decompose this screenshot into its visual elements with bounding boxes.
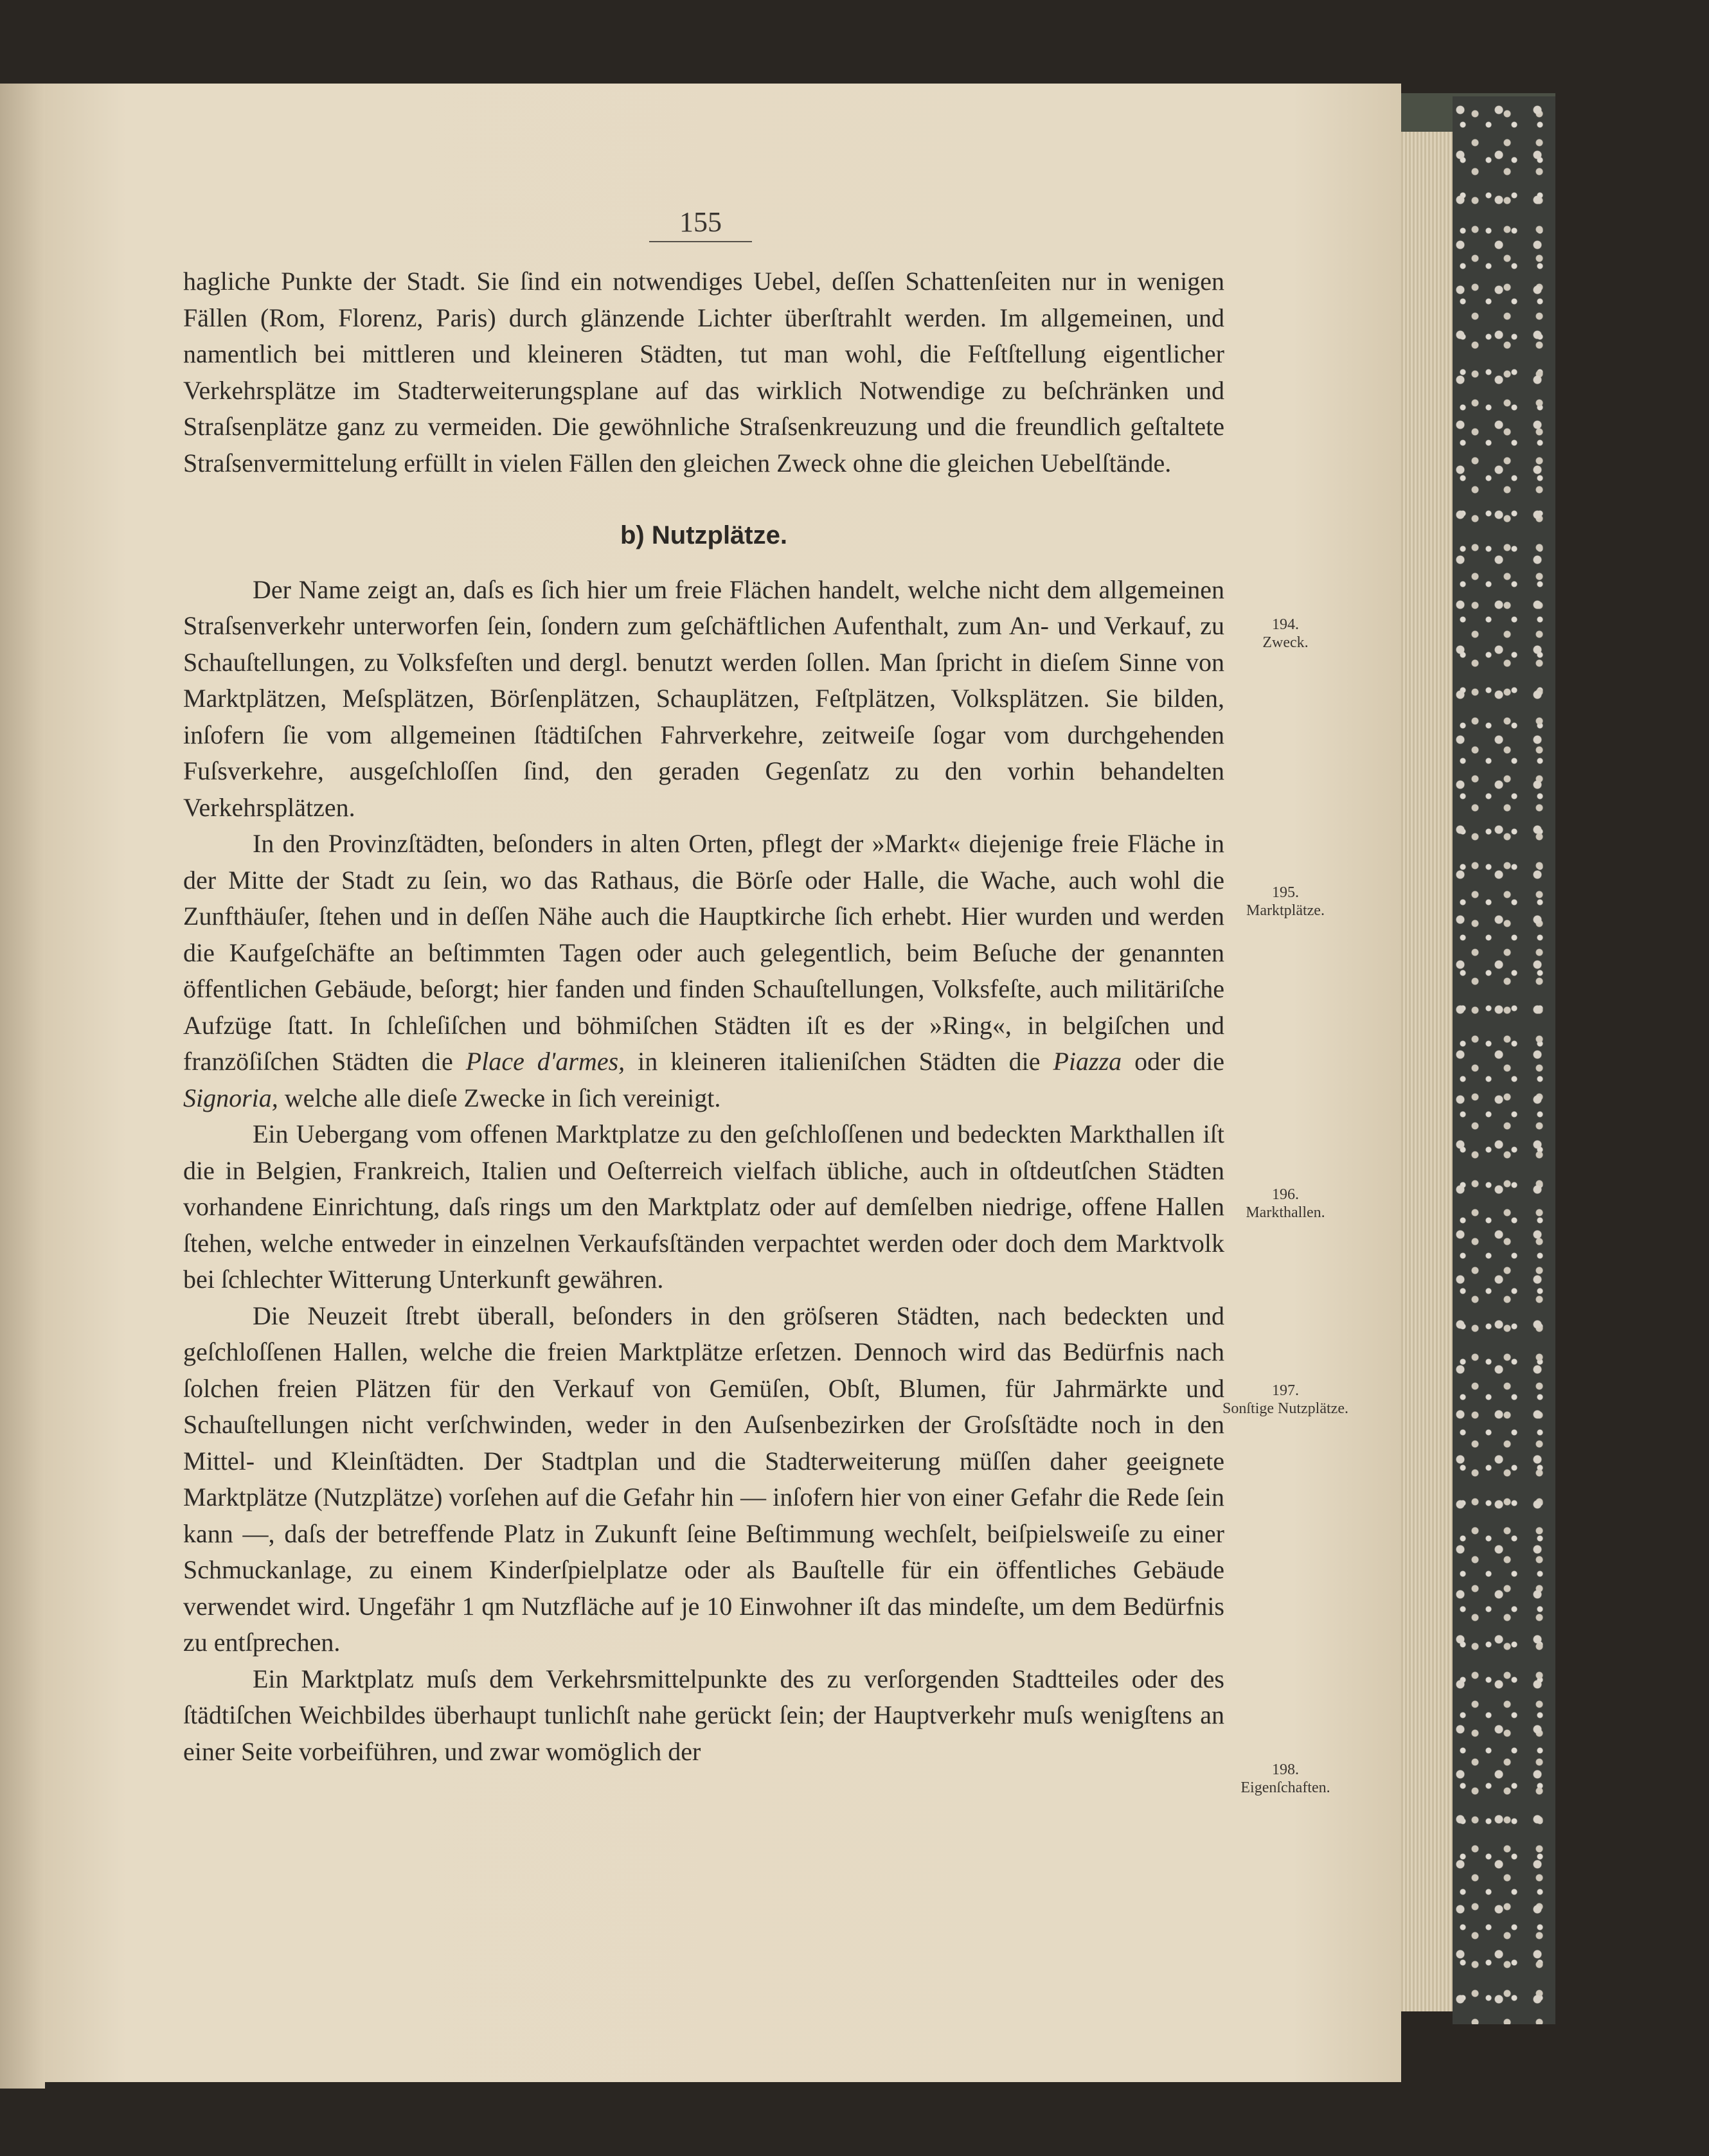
page-block-edges: [1401, 116, 1453, 2011]
paragraph-195-text-4: welche alle dieſe Zwecke in ſich vereinigt.: [284, 1083, 721, 1112]
margin-note-label: Marktplätze.: [1246, 902, 1325, 919]
marbled-book-cover: [1453, 96, 1555, 2024]
page-body: [183, 263, 1224, 1770]
previous-page-edge: [0, 84, 45, 2089]
section-heading: b) Nutzplätze.: [620, 521, 787, 549]
margin-note-number: 197.: [1272, 1382, 1299, 1399]
margin-note-194: [1208, 616, 1363, 652]
margin-note-label: Sonſtige Nutzplätze.: [1222, 1400, 1348, 1417]
margin-note-number: 194.: [1272, 616, 1299, 633]
margin-note-number: 196.: [1272, 1186, 1299, 1203]
page-number-rule: [649, 241, 752, 242]
margin-note-label: Markthallen.: [1246, 1204, 1325, 1221]
paragraph-195-italic-1: Place d'armes,: [465, 1047, 625, 1076]
paragraph-198: Ein Marktplatz muſs dem Verkehrsmittelpunkte des zu verſorgenden Stadtteiles oder des ſtädtiſchen Weichbildes überhaupt tunlichſt nahe gerückt ſein; der Hauptverkehr muſs wenigſtens an einer Seite vorbeiführen, und zwar womöglich der: [183, 1664, 1224, 1766]
paragraph-197: Die Neuzeit ſtrebt überall, beſonders in den gröſseren Städten, nach bedeckten und geſchloſſenen Hallen, welche die freien Marktplätze erſetzen. Dennoch wird das Bedürfnis nach ſolchen freien Plätzen für den Verkauf von Gemüſen, Obſt, Blumen, für Jahrmärkte und Schauſtellungen nicht verſchwinden, weder in den Auſsenbezirken der Groſsſtädte noch in den Mittel- und Kleinſtädten. Der Stadtplan und die Stadterweiterung müſſen daher geeignete Marktplätze (Nutzplätze) vorſehen auf die Gefahr hin — inſofern hier von einer Gefahr die Rede ſein kann —, daſs der betreffende Platz in Zukunft ſeine Beſtimmung wechſelt, beiſpielsweiſe zu einer Schmuckanlage, zu einem Kinderſpielplatze oder als Bauſtelle für ein öffentliches Gebäude verwendet wird. Ungefähr 1 qm Nutzfläche auf je 10 Einwohner iſt das mindeſte, um dem Bedürfnis zu entſprechen.: [183, 1301, 1224, 1657]
margin-note-number: 198.: [1272, 1761, 1299, 1778]
paragraph-194: Der Name zeigt an, daſs es ſich hier um freie Flächen handelt, welche nicht dem allgemeinen Straſsenverkehr unterworfen ſein, ſondern zum geſchäftlichen Aufenthalt, zum An- und Verkauf, zu Schauſtellungen, zu Volksfeſten und dergl. benutzt werden ſollen. Man ſpricht in dieſem Sinne von Marktplätzen, Meſsplätzen, Börſenplätzen, Schauplätzen, Feſtplätzen, Volksplätzen. Sie bilden, inſofern ſie vom allgemeinen ſtädtiſchen Fahrverkehre, zeitweiſe ſogar vom durchgehenden Fuſsverkehre, ausgeſchloſſen ſind, den geraden Gegenſatz zu den vorhin behandelten Verkehrsplätzen.: [183, 575, 1224, 822]
margin-note-label: Zweck.: [1262, 634, 1309, 651]
paragraph-195: [183, 826, 1224, 1116]
paragraph-195-text-3: oder die: [1134, 1047, 1225, 1076]
page-number: 155: [679, 206, 722, 238]
paragraph-195-italic-2: Piazza: [1053, 1047, 1122, 1076]
paragraph-195-text-2: in kleineren italieniſchen Städten die: [638, 1047, 1041, 1076]
margin-note-195: [1208, 884, 1363, 920]
margin-note-197: [1208, 1382, 1363, 1418]
margin-note-number: 195.: [1272, 884, 1299, 901]
margin-note-198: [1208, 1761, 1363, 1797]
margin-note-196: [1208, 1186, 1363, 1222]
paragraph-195-italic-3: Signoria,: [183, 1083, 278, 1112]
intro-paragraph: hagliche Punkte der Stadt. Sie ſind ein notwendiges Uebel, deſſen Schattenſeiten nur in wenigen Fällen (Rom, Florenz, Paris) durch glänzende Lichter überſtrahlt werden. Im allgemeinen, und namentlich bei mittleren und kleineren Städten, tut man wohl, die Feſtſtellung eigentlicher Verkehrsplätze im Stadterweiterungsplane auf das wirklich Notwendige zu beſchränken und Straſsenplätze ganz zu vermeiden. Die gewöhnliche Straſsenkreuzung und die freundlich geſtaltete Straſsenvermittelung erfüllt in vielen Fällen den gleichen Zweck ohne die gleichen Uebelſtände.: [183, 267, 1224, 477]
paragraph-196: Ein Uebergang vom offenen Marktplatze zu den geſchloſſenen und bedeckten Markthallen iſt die in Belgien, Frankreich, Italien und Oeſterreich vielfach übliche, auch in oſtdeutſchen Städten vorhandene Einrichtung, daſs rings um den Marktplatz oder auf demſelben niedrige, offene Hallen ſtehen, welche entweder in einzelnen Verkaufsſtänden verpachtet werden oder doch dem Marktvolk bei ſchlechter Witterung Unterkunft gewähren.: [183, 1119, 1224, 1294]
margin-note-label: Eigenſchaften.: [1240, 1779, 1330, 1796]
paragraph-195-text-1: In den Provinzſtädten, beſonders in alten Orten, pflegt der »Markt« diejenige freie Fläche in der Mitte der Stadt zu ſein, wo das Rathaus, die Börſe oder Halle, die Wache, auch wohl die Zunfthäuſer, ſtehen und in deſſen Nähe auch die Hauptkirche ſich erhebt. Hier wurden und werden die Kaufgeſchäfte an beſtimmten Tagen oder auch gelegentlich, beim Beſuche der genannten öffentlichen Gebäude, beſorgt; hier fanden und finden Schauſtellungen, Volksfeſte, auch militäriſche Aufzüge ſtatt. In ſchleſiſchen und böhmiſchen Städten iſt es der »Ring«, in belgiſchen und franzöſiſchen Städten die: [183, 829, 1224, 1076]
